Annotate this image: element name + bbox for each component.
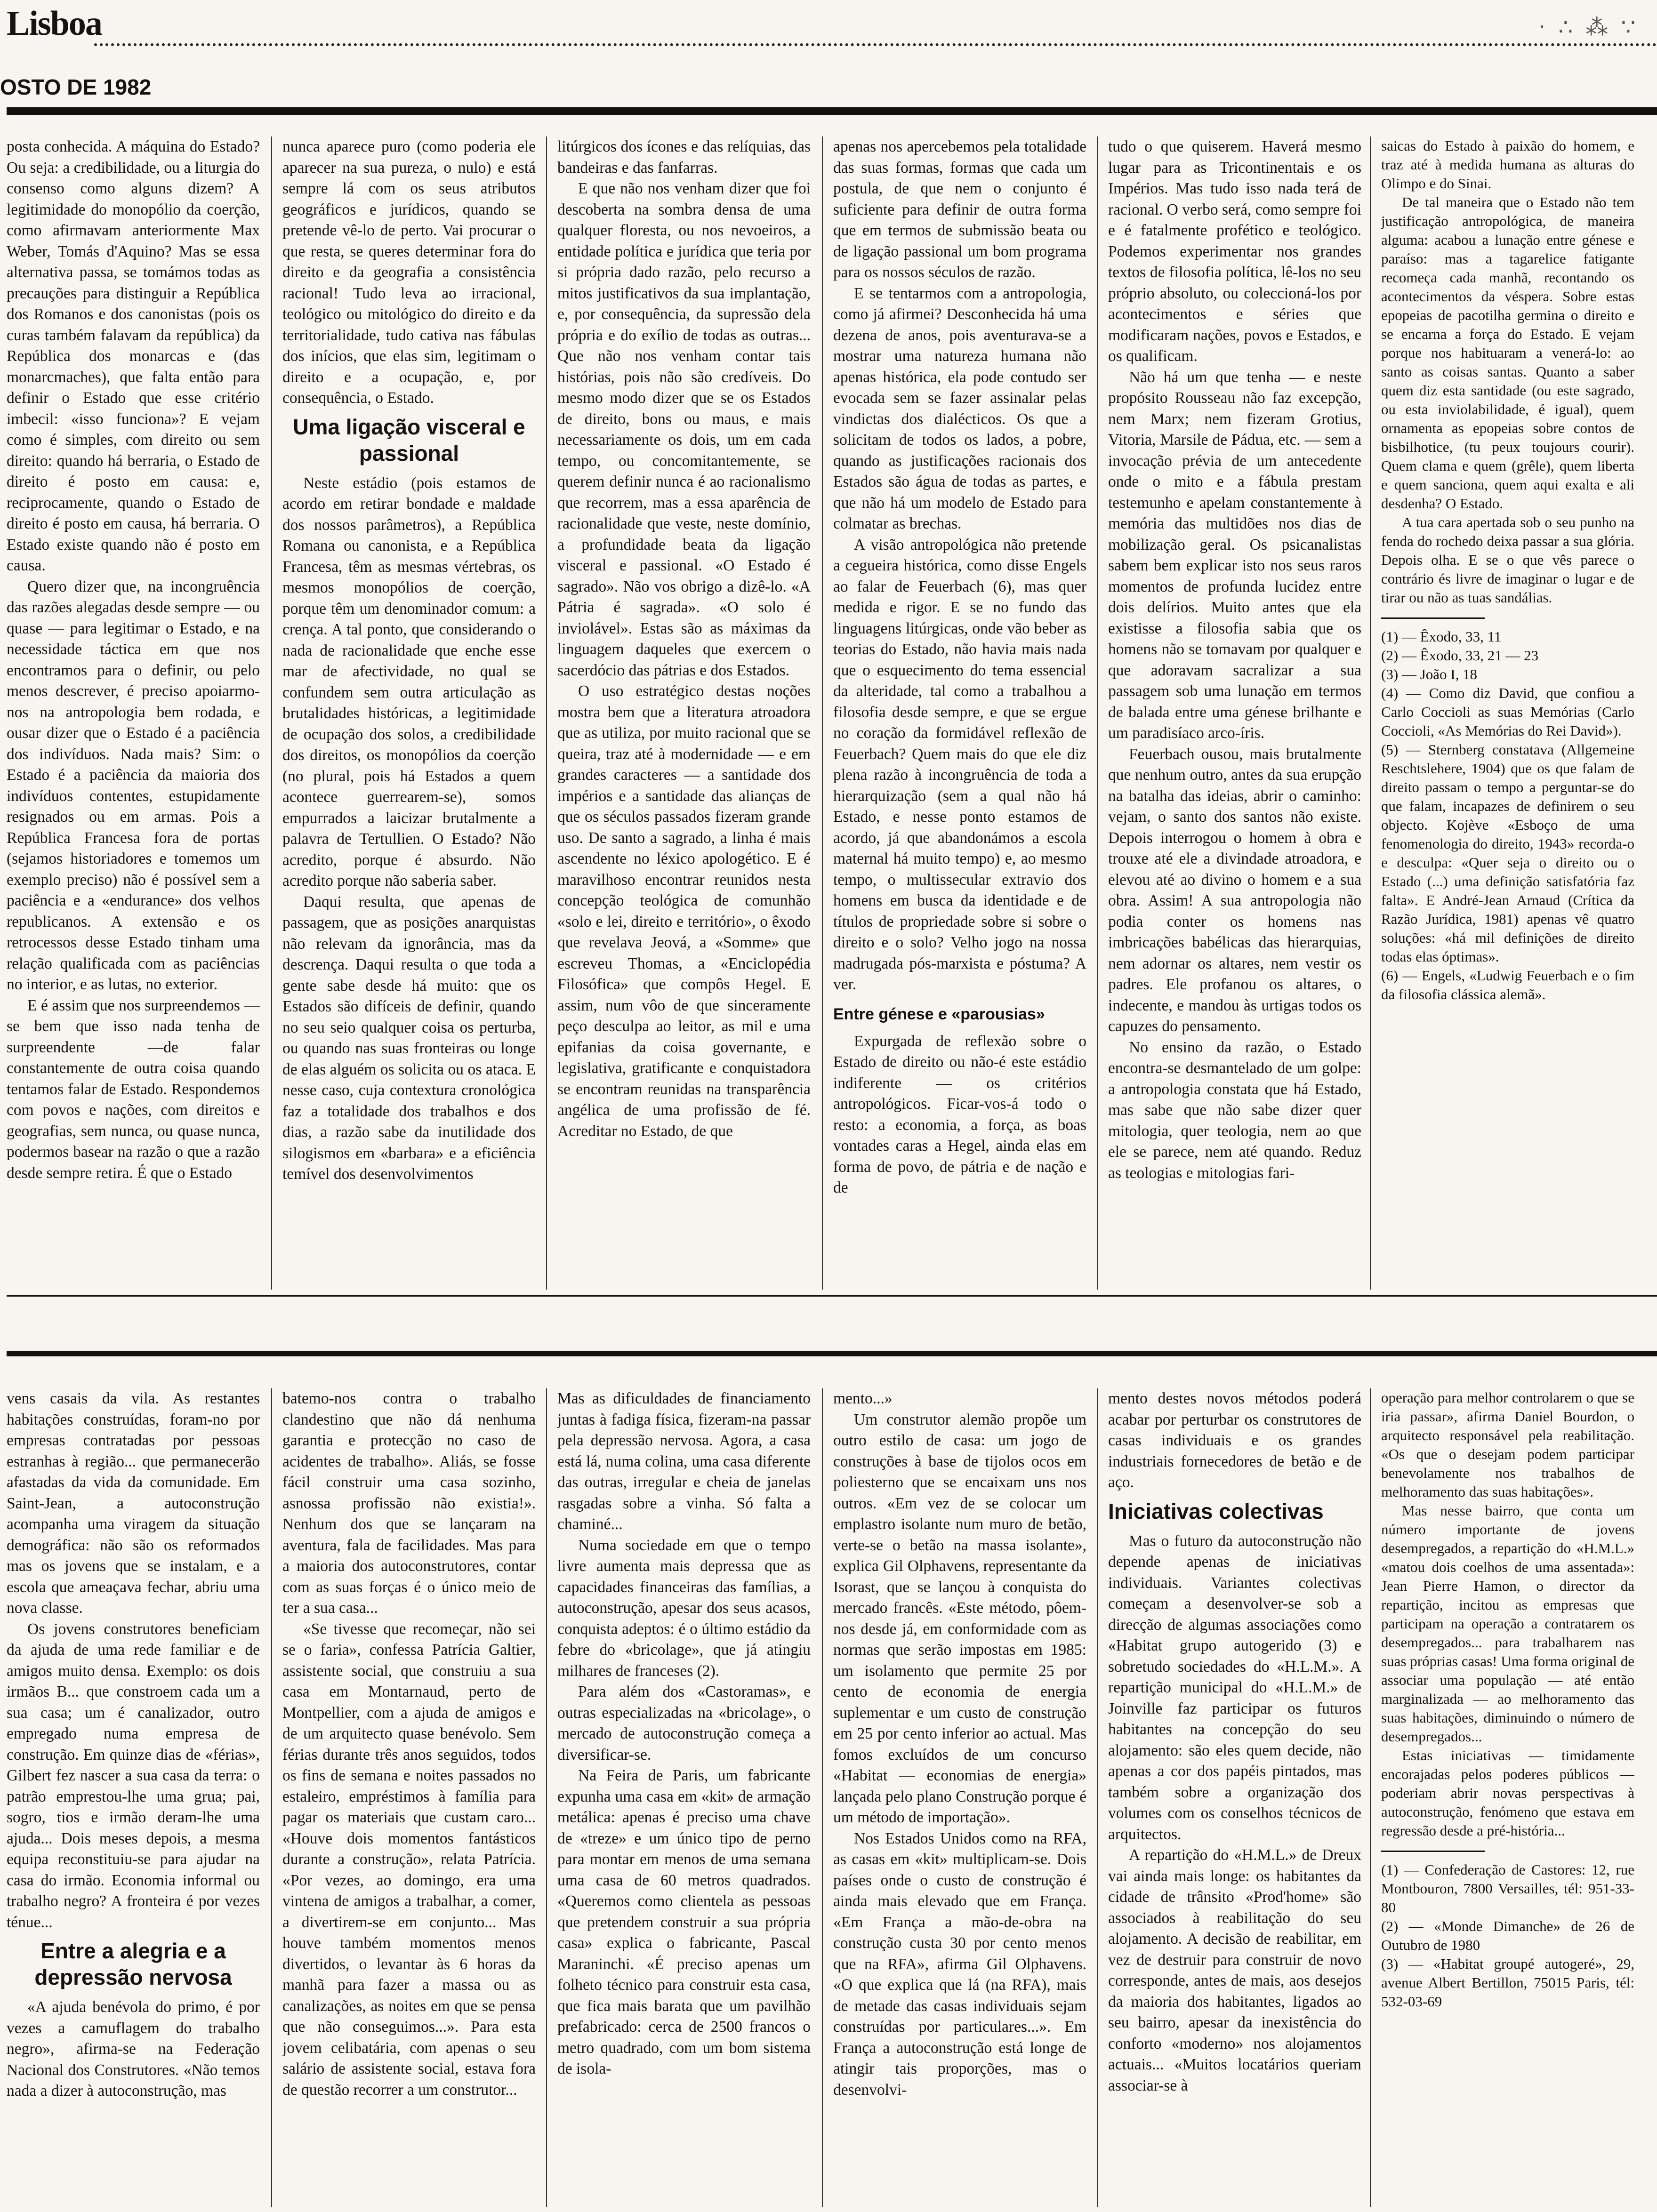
paragraph: Neste estádio (pois estamos de acordo em retirar bondade e maldade dos nossos parâmetros), a República Romana ou canonista, e a República Francesa, têm as mesmas vértebras, os mesmos monopólios de coerção, porque têm um denominador comum: a crença. A tal ponto, que considerando o nada de racionalidade que enche esse mar de afectividade, no qual se confundem sem outra articulação as brutalidades históricas, a legitimidade de ocupação dos solos, a credibilidade dos direitos, os monopólios da coerção (no plural, pois há Estados a quem acontece guerrearem-se), somos empurrados a laicizar brutalmente a palavra de Tertullien. O Estado? Não acredito, porque é absurdo. Não acredito porque não saberia saber. (282, 474, 536, 890)
column-divider (1097, 136, 1098, 1290)
column-divider (271, 1388, 272, 2207)
paragraph: operação para melhor controlarem o que se iria passar», afirma Daniel Bourdon, o arquitecto responsável pela reabilitação. «Os que o desejam podem participar benevolamente nos trabalhos de melhoramento das suas habitações». (1381, 1389, 1634, 1500)
section-heading: Iniciativas colectivas (1108, 1499, 1324, 1523)
paragraph: Os jovens construtores beneficiam da ajuda de uma rede familiar e de amigos muito densa. Exemplo: os dois irmãos B... que constroem cada um a sua casa; um é canalizador, outro empregado numa empresa de construção. Em quinze dias de «férias», Gilbert fez nascer a sua casa da terra: o patrão emprestou-lhe uma grua; pai, sogro, tios e irmão deram-lhe uma ajuda... Dois meses depois, a mesma equipa reconstituiu-se para ajudar na casa do irmão. Economia informal ou trabalho negro? A fronteira é por vezes ténue... (7, 1620, 260, 1931)
separator-rule-top (7, 1295, 1657, 1297)
footnote: (5) — Sternberg constatava (Allgemeine Reschtslehere, 1904) que os que falam de direito passam o tempo a perguntar-se do que falam, incapazes de definirem o seu objecto. Kojève «Esboço de uma fenomenologia do direito, 1943» recorda-o e desculpa: «Quer seja o direito ou o Estado (...) uma definição satisfatória faz falta». E André-Jean Arnaud (Crítica da Razão Jurídica, 1981) apenas vê quatro soluções: «há mil definições de direito todas elas óptimas». (1381, 741, 1634, 965)
paragraph: Não há um que tenha — e neste propósito Rousseau não faz excepção, nem Marx; nem fizeram Grotius, Vitoria, Marsile de Pádua, etc. — sem a invocação prévia de um antecedente onde o mito e a fábula prestam testemunho e apelam constantemente à memória das multidões nos dias de mobilização geral. Os psicanalistas sabem bem explicar isto nos seus raros momentos de profunda lucidez entre dois delírios. Muito antes que ela existisse a filosofia sabia que os homens não se tomavam por qualquer e que adoravam sacralizar a sua passagem sob uma lunação em termos de balada entre uma génese brilhante e um paradisíaco arco-íris. (1108, 368, 1361, 742)
footnote: (1) — Êxodo, 33, 11 (1381, 628, 1502, 645)
top-column-4 (833, 136, 1086, 1290)
top-column-5 (1108, 136, 1361, 1290)
paragraph: vens casais da vila. As restantes habitações construídas, foram-no por empresas contratadas por pessoas estranhas à região... que permanecerão afastadas da vida da comunidade. Em Saint-Jean, a autoconstrução acompanha uma viragem da situação demográfica: não são os reformados mas os jovens que se instalam, e a escola que ameaçava fechar, abriu uma nova classe. (7, 1390, 260, 1617)
column-divider (822, 136, 823, 1290)
paragraph: No ensino da razão, o Estado encontra-se desmantelado de um golpe: a antropologia constata que há Estado, mas sabe que não sabe dizer quer mitologia, quer teologia, nem ao que ele se parece, nem até quando. Reduz as teologias e mitologias fari- (1108, 1038, 1361, 1182)
column-divider (271, 136, 272, 1290)
column-divider (1370, 1388, 1371, 2207)
paragraph: Expurgada de reflexão sobre o Estado de direito ou não-é este estádio indiferente — os critérios antropológicos. Ficar-vos-á todo o resto: a economia, a força, as boas vontades caras a Hegel, ainda elas em forma de povo, de pátria e de nação e de (833, 1032, 1086, 1196)
masthead-dotted-rule (94, 43, 1657, 46)
paragraph: E que não nos venham dizer que foi descoberta na sombra densa de uma qualquer floresta, ou nos nevoeiros, a entidade política e jurídica que teria por si própria dado razão, pelo recurso a mitos justificativos da sua implantação, e, por consequência, da supressão dela própria e do exílio de todas as outras... Que não nos venham contar tais histórias, pois não são credíveis. Do mesmo modo dizer que se os Estados de direito, bons ou maus, e mais necessariamente os dois, um em cada tempo, ou concomitantemente, se querem definir nunca é ao racionalismo que recorrem, mas a essa aparência de racionalidade que veste, neste domínio, a profundidade beata da ligação visceral e passional. «O Estado é sagrado». Não vos obrigo a dizê-lo. «A Pátria é sagrada». «O solo é inviolável». Estas são as máximas da linguagem daqueles que exercem o sacerdócio das pátrias e dos Estados. (557, 180, 811, 679)
paragraph: E é assim que nos surpreendemos — se bem que isso nada tenha de surpreendente —de falar constantemente de outra coisa quando tentamos falar de Estado. Respondemos com povos e nações, com direitos e geografias, sem nunca, ou quase nunca, podermos basear na razão o que a razão desde sempre retira. É que o Estado (7, 996, 260, 1182)
footnote-rule (1381, 1851, 1485, 1852)
separator-rule-heavy (7, 1351, 1657, 1356)
paragraph: E se tentarmos com a antropologia, como já afirmei? Desconhecida há uma dezena de anos, pois aventurava-se a mostrar uma natureza humana não apenas histórica, ela pode contudo ser evocada sem se fazer assinalar pelas vindictas dos dialécticos. Os que a solicitam de todos os lados, a pobre, quando as justificações racionais dos Estados são água de todas as partes, e que não há um modelo de Estado para colmatar as brechas. (833, 284, 1086, 532)
bottom-column-3 (557, 1388, 811, 2207)
paragraph: posta conhecida. A máquina do Estado? Ou seja: a credibilidade, ou a liturgia do consenso como alguns dizem? A legitimidade do monopólio da coerção, como afirmavam anteriormente Max Weber, Tomás d'Aquino? Mas se essa alternativa passa, se tomámos todas as precauções para distinguir a República dos Romanos e dos canonistas (pois os curas também falavam da república) da República dos monarcas e (das monarcmaches), que falta então para definir o Estado que esse critério imbecil: «isso funciona»? E vejam como é simples, com direito ou sem direito: quando há berraria, o Estado de direito é posto em causa: e, reciprocamente, quando o Estado de direito é posto em causa, há berraria. O Estado existe quando não é posto em causa. (7, 138, 260, 574)
footnote: (1) — Confederação de Castores: 12, rue Montbouron, 7800 Versailles, tél: 951-33-80 (1381, 1861, 1634, 1915)
footnote: (4) — Como diz David, que confiou a Carlo Coccioli as suas Memórias (Carlo Coccioli, «As Memórias do Rei David»). (1381, 685, 1634, 739)
paragraph: Mas o futuro da autoconstrução não depende apenas de iniciativas individuais. Variantes colectivas começam a desenvolver-se sob a direcção de algumas associações como «Habitat grupo autogerido (3) e sobretudo sociedades do «H.L.M.». A repartição municipal do «H.L.M.» de Joinville faz participar os futuros habitantes na concepção do seu alojamento: são eles quem decide, não apenas a cor dos papéis pintados, mas também sobre a organização dos volumes com os conselhos técnicos de arquitectos. (1108, 1532, 1361, 1843)
footnote: (2) — Êxodo, 33, 21 — 23 (1381, 647, 1539, 664)
bottom-column-4 (833, 1388, 1086, 2207)
paragraph: Um construtor alemão propõe um outro estilo de casa: um jogo de construções à base de tijolos ocos em poliesterno que se encaixam uns nos outros. «Em vez de se colocar um emplastro isolante num muro de betão, verte-se o betão na massa isolante», explica Gil Olphavens, representante da Isorast, que se lançou à conquista do mercado francês. «Este método, pôem-nos desde já, em conformidade com as normas que serão impostas em 1985: um isolamento que permite 25 por cento de economia de energia suplementar e um custo de construção em 25 por cento inferior ao actual. Mas fomos excluídos de um concurso «Habitat — economias de energia» lançada pelo plano Construção porque é um método de importação». (833, 1411, 1086, 1826)
column-divider (1097, 1388, 1098, 2207)
top-article (7, 136, 1657, 1290)
paragraph: Para além dos «Castoramas», e outras especializadas na «bricolage», o mercado de autoconstrução começa a diversificar-se. (557, 1683, 811, 1763)
paragraph: Numa sociedade em que o tempo livre aumenta mais depressa que as capacidades financeiras das famílias, a autoconstrução, apesar dos seus acasos, conquista adeptos: é o último estádio da febre do «bricolage», que já atingiu milhares de franceses (2). (557, 1536, 811, 1680)
paragraph: mento...» (833, 1390, 893, 1407)
footnote: (2) — «Monde Dimanche» de 26 de Outubro de 1980 (1381, 1918, 1634, 1953)
header-rule (7, 107, 1657, 115)
footnote-rule (1381, 617, 1485, 619)
paragraph: Na Feira de Paris, um fabricante expunha uma casa em «kit» de armação metálica: apenas é preciso uma chave de «treze» e um único tipo de perno para montar em menos de uma semana uma casa de 60 metros quadrados. «Queremos como clientela as pessoas que pretendem construir a sua própria casa» explica o fabricante, Pascal Maraninchi. «É preciso apenas um folheto técnico para construir esta casa, que fica mais barata que um pavilhão prefabricado: cerca de 2500 francos o metro quadrado, com um bom sistema de isola- (557, 1767, 811, 2077)
section-heading: Uma ligação visceral e passional (293, 414, 525, 465)
newspaper-logo: Lisboa (7, 4, 102, 43)
bottom-column-2 (282, 1388, 536, 2207)
paragraph: Mas nesse bairro, que conta um número importante de jovens desempregados, a repartição do «H.M.L.» «matou dois coelhos de uma assentada»: Jean Pierre Hamon, o director da repartição, incitou as empresas que participam na operação a contratarem os desempregados... para trabalharem nas suas próprias casas! Uma forma original de associar uma população — até então marginalizada — ao melhoramento das suas habitações, diminuindo o número de desempregados... (1381, 1502, 1634, 1745)
paragraph: A repartição do «H.M.L.» de Dreux vai ainda mais longe: os habitantes da cidade de trânsito «Prod'home» são associados à reabilitação do seu alojamento. A decisão de reabilitar, em vez de destruir para construir de novo corresponde, antes de mais, aos desejos da maioria dos habitantes, ligados ao seu bairro, apesar da inexistência do conforto «moderno» nos alojamentos actuais... «Muitos locatários queriam associar-se à (1108, 1846, 1361, 2094)
paragraph: litúrgicos dos ícones e das relíquias, das bandeiras e das fanfarras. (557, 138, 811, 176)
paragraph: saicas do Estado à paixão do homem, e traz até à medida humana as alturas do Olimpo e do Sinai. (1381, 137, 1634, 192)
column-divider (1370, 136, 1371, 1290)
bottom-article (7, 1388, 1657, 2207)
section-heading: Entre a alegria e a depressão nervosa (34, 1939, 232, 1989)
bottom-column-1 (7, 1388, 260, 2207)
paragraph: A tua cara apertada sob o seu punho na fenda do rochedo deixa passar a sua glória. Depois olha. E se o que vês parece o contrário és livre de imaginar o lugar e de tirar ou não as tuas sandálias. (1381, 514, 1634, 606)
top-column-3 (557, 136, 811, 1290)
footnote: (6) — Engels, «Ludwig Feuerbach e o fim da filosofia clássica alemã». (1381, 967, 1634, 1002)
paragraph: Mas as dificuldades de financiamento juntas à fadiga física, fizeram-na passar pela depressão nervosa. Agora, a casa está lá, numa colina, uma casa diferente das outras, irregular e cheia de janelas rasgadas sobre a vinha. Só falta a chaminé... (557, 1390, 811, 1533)
column-divider (546, 1388, 547, 2207)
paragraph: Nos Estados Unidos como na RFA, as casas em «kit» multiplicam-se. Dois países onde o custo de construção é ainda mais elevado que em França. «Em França a mão-de-obra na construção custa 30 por cento menos que na RFA», afirma Gil Olphavens. «O que explica que lá (na RFA), mais de metade das casas individuais sejam construídas por particulares...». Em França a autoconstrução está longe de atingir tais proporções, mas o desenvolvi- (833, 1829, 1086, 2099)
paragraph: Daqui resulta, que apenas de passagem, que as posições anarquistas não relevam da ignorância, mas da descrença. Daqui resulta o que toda a gente sabe desde há muito: que os Estados são difíceis de definir, quando no seu seio qualquer coisa os perturba, ou quando nas suas fronteiras ou longe de elas alguém os solicita ou os ataca. E nesse caso, cuja contextura cronológica faz a totalidade dos trabalhos e dos dias, a razão sabe da inutilidade dos silogismos em «barbara» e a eficiência temível dos desenvolvimentos (282, 893, 536, 1183)
paragraph: De tal maneira que o Estado não tem justificação antropológica, de maneira alguma: acabou a lunação entre génese e paraíso: mas a tagarelice fatigante recomeça cada manhã, recontando os acontecimentos da véspera. Sobre estas epopeias de pacotilha germina o direito e se encarna a força do Estado. E vejam porque nos habituaram a venerá-lo: ao santo as coisas santas. Quanto a saber quem diz esta santidade (ou este sagrado, ou esta inviolabilidade, é igual), quem ornamenta as epopeias sobre contos de bisbilhotice, (tu peux toujours courir). Quem clama e quem (grêle), quem liberta e quem sanciona, quem aqui exalta e ali desdenha? O Estado. (1381, 194, 1634, 512)
bottom-column-5 (1108, 1388, 1361, 2207)
paragraph: «Se tivesse que recomeçar, não sei se o faria», confessa Patrícia Galtier, assistente social, que construiu a sua casa em Montarnaud, perto de Montpellier, com a ajuda de amigos e de um arquitecto quase benévolo. Sem férias durante três anos seguidos, todos os fins de semana e noites passados no estaleiro, empréstimos à família para pagar os materiais que custam caro... «Houve dois momentos fantásticos durante a construção», relata Patrícia. «Por vezes, ao domingo, era uma vintena de amigos a trabalhar, a comer, a divertirem-se em conjunto... Mas houve também momentos menos divertidos, o levantar às 6 horas da manhã para fazer a massa ou as canalizações, as noites em que se pensa que não conseguimos...». Para esta jovem celibatária, com apenas o seu salário de assistente social, estava fora de questão recorrer a um construtor... (282, 1620, 536, 2099)
paragraph: Estas iniciativas — timidamente encorajadas pelos poderes públicos — poderiam abrir novas perspectivas à autoconstrução, fenómeno que estava em regressão desde a pré-história... (1381, 1747, 1634, 1839)
paragraph: Feuerbach ousou, mais brutalmente que nenhum outro, antes da sua erupção na batalha das ideias, abrir o caminho: vejam, o santo dos santos não existe. Depois interrogou o homem à obra e trouxe até ele a divindade atroadora, e elevou até ao divino o homem e a sua obra. Assim! A sua antropologia não podia conter os homens nas imbricações babélicas das hierarquias, nem adornar os altares, nem vestir os padres. Ele profanou os altares, o indecente, e mandou às urtigas todos os capuzes do pensamento. (1108, 745, 1361, 1035)
paragraph: mento destes novos métodos poderá acabar por perturbar os construtores de casas individuais e os grandes industriais fornecedores de betão e de aço. (1108, 1390, 1361, 1491)
column-divider (546, 136, 547, 1290)
paragraph: tudo o que quiserem. Haverá mesmo lugar para as Tricontinentais e os Impérios. Mas tudo isso nada terá de racional. O verbo será, como sempre foi e é fatalmente profético e teológico. Podemos experimentar nos grandes textos de filosofia política, lê-los no seu próprio absoluto, ou coleccioná-los por acontecimentos e séries que modificaram nações, povos e Estados, e os qualificam. (1108, 138, 1361, 365)
masthead (0, 0, 1657, 118)
subheading: Entre génese e «parousias» (833, 1005, 1045, 1023)
paragraph: Quero dizer que, na incongruência das razões alegadas desde sempre — ou quase — para legitimar o Estado, e na necessidade táctica em que nos encontramos para o definir, ou pelo menos descrever, é preciso apoiarmo-nos na antropologia bem rodada, e ousar dizer que o Estado é a paciência dos indivíduos. Nada mais? Sim: o Estado é a paciência da maioria dos indivíduos contentes, estupidamente resignados ou em armas. Pois a República Francesa fora de portas (sejamos historiadores e tomemos um exemplo preciso) não é possível sem a paciência e a «endurance» dos velhos republicanos. A extensão e os retrocessos desse Estado tinham uma relação qualificada com as paciências no interior, e as lutas, no exterior. (7, 577, 260, 993)
paragraph: O uso estratégico destas noções mostra bem que a literatura atroadora que as utiliza, por muito racional que se queira, traz até à modernidade — e em grandes caracteres — a santidade dos impérios e a santidade das alianças de que os séculos passados fizeram grande uso. De santo a sagrado, a linha é mais ascendente no léxico apologético. E é maravilhoso encontrar reunidos nesta concepção teológica de comunhão «solo e lei, direito e território», o êxodo que revelava Jeová, a «Somme» que escreveu Thomas, a «Enciclopédia Filosófica» que compôs Hegel. E assim, num vôo de que sinceramente peço desculpa ao leitor, as mil e uma epifanias da coisa governante, e legislativa, gratificante e conquistadora se encontram reunidas na transparência angélica de uma profissão de fé. Acreditar no Estado, de que (557, 682, 811, 1140)
paragraph: A visão antropológica não pretende a cegueira histórica, como disse Engels ao falar de Feuerbach (6), mas quer medida e rigor. E se no fundo das linguagens litúrgicas, onde vão beber as teorias do Estado, não havia mais nada que o esquecimento do tema essencial da alteridade, tal como a trabalhou a filosofia desde sempre, e que se ergue no coração da formidável reflexão de Feuerbach? Quem mais do que ele diz plena razão à incongruência de toda a hierarquização (sem a qual não há Estado, e nesse ponto estamos de acordo, já que abandonámos a escola maternal há muito tempo) e, ao mesmo tempo, o multissecular extravio dos homens em busca da identidade e de títulos de propriedade sobre si sobre o direito e o solo? Velho jogo na nossa madrugada pós-marxista e póstuma? A ver. (833, 536, 1086, 993)
bottom-column-6 (1381, 1388, 1634, 2207)
top-column-1 (7, 136, 260, 1290)
paragraph: «A ajuda benévola do primo, é por vezes a camuflagem do trabalho negro», afirma-se na Federação Nacional dos Construtores. «Não temos nada a dizer à autoconstrução, mas (7, 1998, 260, 2100)
footnote: (3) — «Habitat groupé autogeré», 29, avenue Albert Bertillon, 75015 Paris, tél: 532-03-69 (1381, 1956, 1634, 2010)
footnote: (3) — João I, 18 (1381, 666, 1478, 682)
paragraph: batemo-nos contra o trabalho clandestino que não dá nenhuma garantia e protecção no caso de acidentes de trabalho». Aliás, se fosse fácil construir uma casa sozinho, asnossa profissão não existia!». Nenhum dos que se lançaram na aventura, fala de facilidades. Mas para a maioria dos autoconstrutores, contar com as suas forças é o único meio de ter a sua casa... (282, 1390, 536, 1617)
paragraph: nunca aparece puro (como poderia ele aparecer na sua pureza, o nulo) e está sempre lá com os seus atributos geográficos e jurídicos, quando se pretende vê-lo de perto. Vai procurar o que resta, se queres determinar fora do direito e da geografia a consistência racional! Tudo leva ao irracional, teológico ou mitológico do direito e da territorialidade, tudo cativa nas fábulas dos inícios, que elas sim, legitimam o direito e a ocupação, e, por consequência, o Estado. (282, 138, 536, 407)
paragraph: apenas nos apercebemos pela totalidade das suas formas, formas que cada um postula, de que nem o conjunto é suficiente para definir de outra forma que em termos de submissão beata ou de ligação passional um bom programa para os nossos séculos de razão. (833, 138, 1086, 281)
issue-date: OSTO DE 1982 (0, 75, 152, 99)
top-column-6 (1381, 136, 1634, 1290)
corner-ornament-icon: · ∴ ⁂ ∵ (1538, 14, 1638, 40)
top-column-2 (282, 136, 536, 1290)
column-divider (822, 1388, 823, 2207)
